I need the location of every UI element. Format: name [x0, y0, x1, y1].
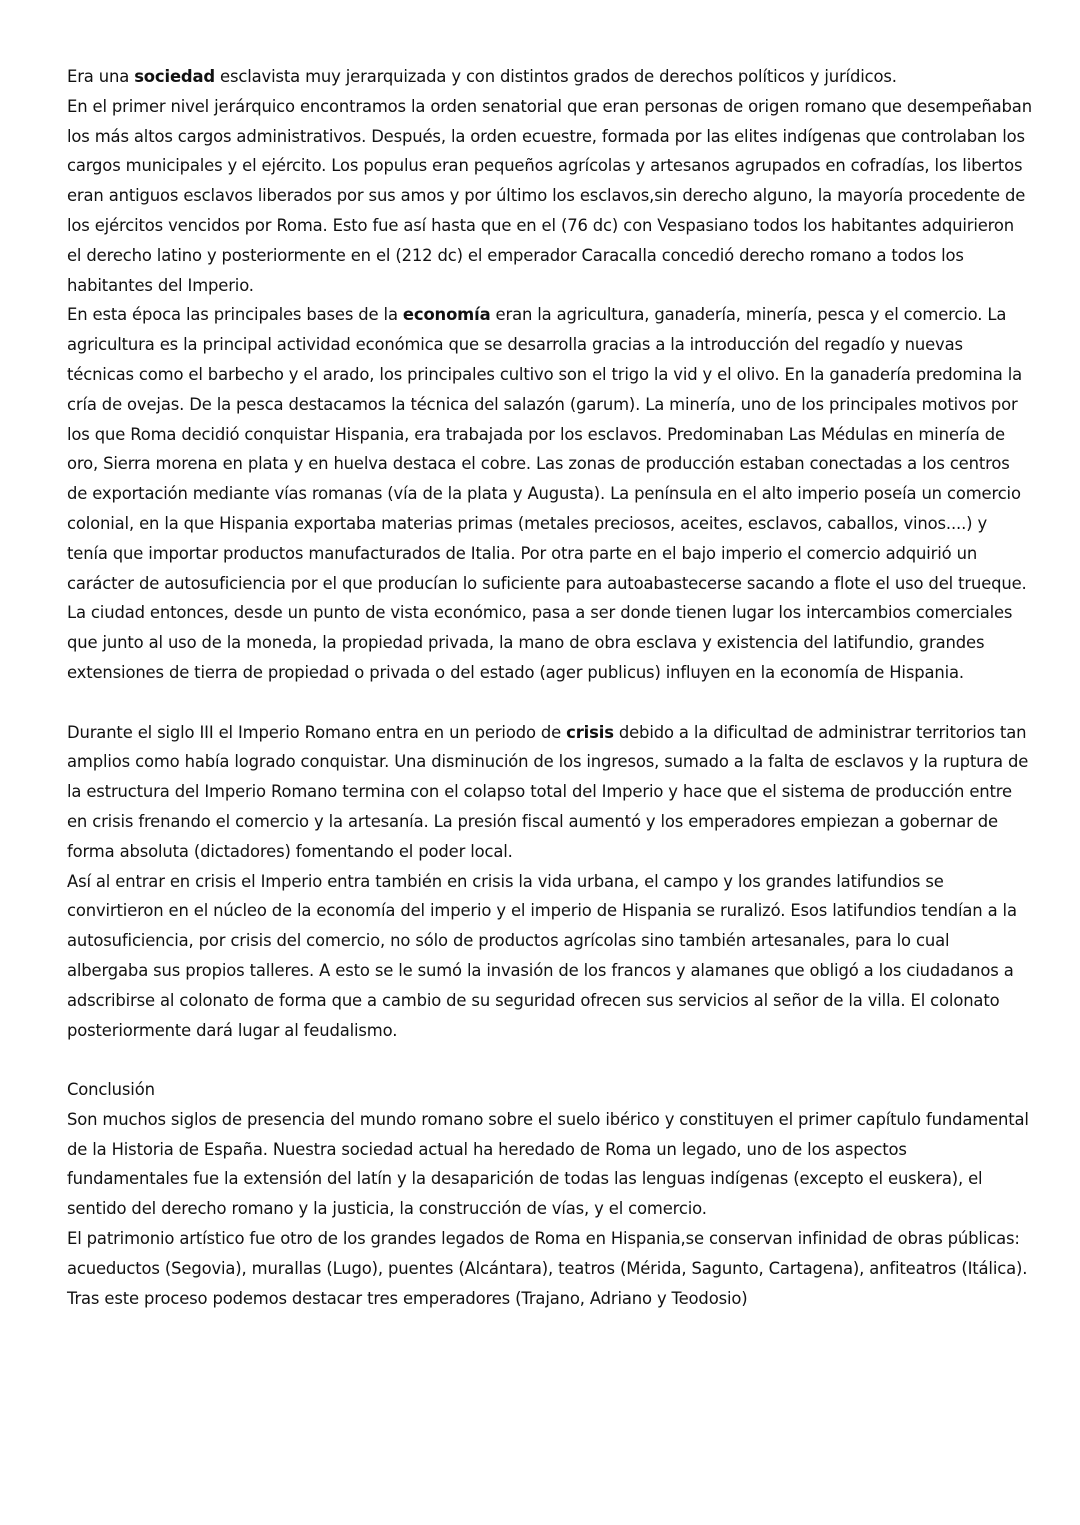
conclusion-paragraph-3: Tras este proceso podemos destacar tres emperadores (Trajano, Adriano y Teodosio) — [67, 1288, 748, 1308]
crisis-paragraph: Durante el siglo III el Imperio Romano entra en un periodo de crisis debido a la dificultad de administrar territorios tan amplios como había logrado conquistar. Una disminución de los ingresos, sumado a la falta de esclavos y la ruptura de la estructura del Imperio Romano termina con el colapso total del Imperio y hace que el sistema de producción entre en crisis frenando el comercio y la artesanía. La presión fiscal aumentó y los emperadores empiezan a gobernar de forma absoluta (dictadores) fomentando el poder local. — [67, 722, 1029, 861]
conclusion-heading: Conclusión — [67, 1080, 155, 1100]
section-spacer — [67, 1045, 1032, 1075]
society-intro: Era una sociedad esclavista muy jerarquizada y con distintos grados de derechos políticos y jurídicos. — [67, 67, 897, 86]
society-paragraph: En el primer nivel jerárquico encontramos la orden senatorial que eran personas de origen romano que desempeñaban los más altos cargos administrativos. Después, la orden ecuestre, formada por las elites indígenas que controlaban los cargos municipales y el ejército. Los populus eran pequeños agrícolas y artesanos agrupados en cofradías, los libertos eran antiguos esclavos liberados por sus amos y por último los esclavos,sin derecho alguno, la mayoría procedente de los ejércitos vencidos por Roma. Esto fue así hasta que en el (76 dc) con Vespasiano todos los habitantes adquirieron el derecho latino y posteriormente en el (212 dc) el emperador Caracalla concedió derecho romano a todos los habitantes del Imperio. — [67, 96, 1032, 295]
section-spacer — [67, 688, 1032, 718]
conclusion-paragraph-2: El patrimonio artístico fue otro de los grandes legados de Roma en Hispania,se conservan infinidad de obras públicas: acueductos (Segovia), murallas (Lugo), puentes (Alcántara), teatros (Mérida, Sagunto, Cartagena), anfiteatros (Itálica). — [67, 1229, 1028, 1278]
economy-paragraph: En esta época las principales bases de la economía eran la agricultura, ganadería, minería, pesca y el comercio. La agricultura es la principal actividad económica que se desarrolla gracias a la introducción del regadío y nuevas técnicas como el barbecho y el arado, los principales cultivo son el trigo la vid y el olivo. En la ganadería predomina la cría de ovejas. De la pesca destacamos la técnica del salazón (garum). La minería, uno de los principales motivos por los que Roma decidió conquistar Hispania, era trabajada por los esclavos. Predominaban Las Médulas en minería de oro, Sierra morena en plata y en huelva destaca el cobre. Las zonas de producción estaban conectadas a los centros de exportación mediante vías romanas (vía de la plata y Augusta). La península en el alto imperio poseía un comercio colonial, en la que Hispania exportaba materias primas (metales preciosos, aceites, esclavos, caballos, vinos....) y tenía que importar productos manufacturados de Italia. Por otra parte en el bajo imperio el comercio adquirió un carácter de autosuficiencia por el que producían lo suficiente para autoabastecerse sacando a flote el uso del trueque. La ciudad entonces, desde un punto de vista económico, pasa a ser donde tienen lugar los intercambios comerciales que junto al uso de la moneda, la propiedad privada, la mano de obra esclava y existencia del latifundio, grandes extensiones de tierra de propiedad o privada o del estado (ager publicus) influyen en la economía de Hispania. — [67, 305, 1027, 682]
society-term: sociedad — [134, 67, 215, 86]
crisis-paragraph-2: Así al entrar en crisis el Imperio entra también en crisis la vida urbana, el campo y los grandes latifundios se convirtieron en el núcleo de la economía del imperio y el imperio de Hispania se ruralizó. Esos latifundios tendían a la autosuficiencia, por crisis del comercio, no sólo de productos agrícolas sino también artesanales, para lo cual albergaba sus propios talleres. A esto se le sumó la invasión de los francos y alamanes que obligó a los ciudadanos a adscribirse al colonato de forma que a cambio de su seguridad ofrecen sus servicios al señor de la villa. El colonato posteriormente dará lugar al feudalismo. — [67, 871, 1017, 1040]
conclusion-paragraph-1: Son muchos siglos de presencia del mundo romano sobre el suelo ibérico y constituyen el primer capítulo fundamental de la Historia de España. Nuestra sociedad actual ha heredado de Roma un legado, uno de los aspectos fundamentales fue la extensión del latín y la desaparición de todas las lenguas indígenas (excepto el euskera), el sentido del derecho romano y la justicia, la construcción de vías, y el comercio. — [67, 1109, 1029, 1219]
economy-term: economía — [402, 305, 491, 325]
crisis-term: crisis — [566, 722, 614, 742]
